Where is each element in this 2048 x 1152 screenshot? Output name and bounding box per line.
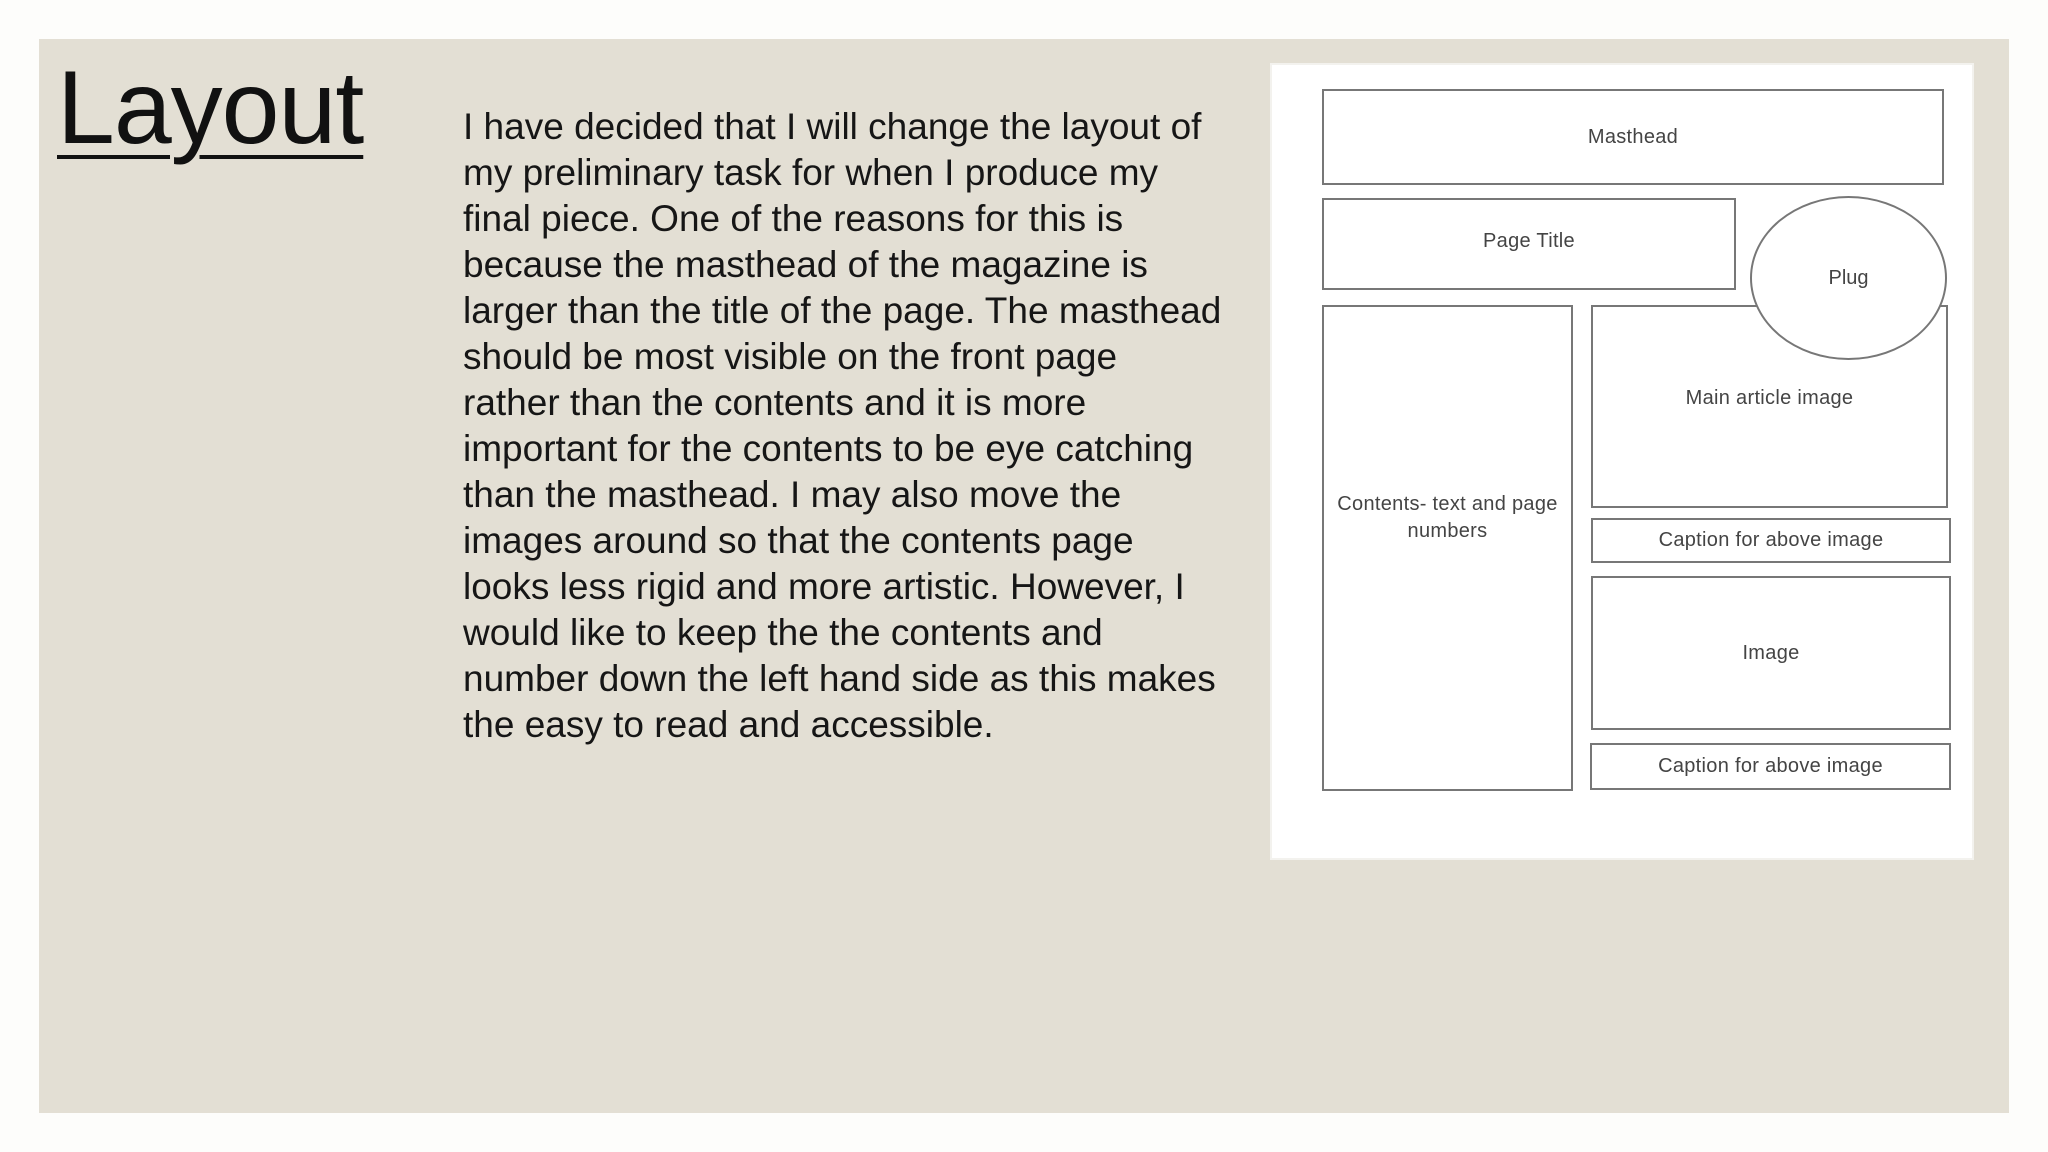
body-paragraph: I have decided that I will change the layout of my preliminary task for when I produce my final piece. One of the reasons for this is because the masthead of the magazine is larger than the title of the page. The masthead should be most visible on the front page rather than the contents and it is more important for the contents to be eye catching than the masthead. I may also move the images around so that the contents page looks less rigid and more artistic. However, I would like to keep the the contents and number down the left hand side as this makes the easy to read and accessible. — [463, 106, 1222, 745]
layout-mockup-image — [1272, 65, 1972, 858]
mockup-main-article-image-box: Main article image — [1591, 305, 1948, 508]
slide-title: Layout — [57, 50, 364, 166]
mockup-image-box: Image — [1591, 576, 1951, 730]
mockup-caption-box-2: Caption for above image — [1590, 743, 1951, 790]
mockup-plug-circle: Plug — [1750, 196, 1947, 360]
slide — [39, 39, 2009, 1113]
mockup-contents-box: Contents- text and page numbers — [1322, 305, 1573, 791]
mockup-page-title-box: Page Title — [1322, 198, 1736, 290]
mockup-masthead-box: Masthead — [1322, 89, 1944, 185]
mockup-caption-box-1: Caption for above image — [1591, 518, 1951, 563]
